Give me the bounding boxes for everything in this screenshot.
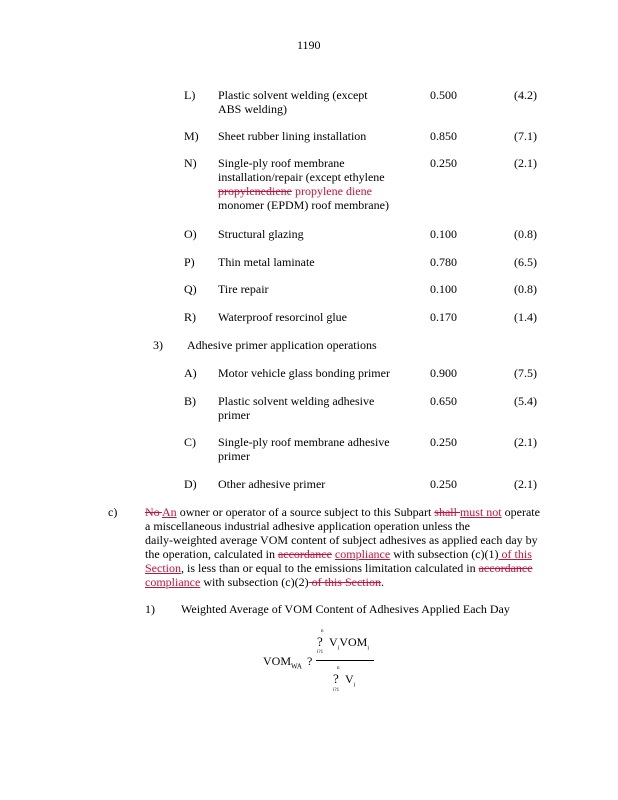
sum-upper-limit: n <box>337 666 340 671</box>
item-value: 0.650 <box>430 394 457 408</box>
deleted-text: No <box>145 505 163 519</box>
item-value-metric: (2.1) <box>514 477 537 491</box>
inserted-text: of this <box>498 547 532 561</box>
item-description <box>218 435 408 463</box>
deleted-text: propylenediene <box>218 184 292 198</box>
para-line: a miscellaneous industrial adhesive application operation unless the <box>145 519 470 533</box>
item-value-metric: (7.5) <box>514 366 537 380</box>
item-value: 0.250 <box>430 477 457 491</box>
para-line: daily-weighted average VOM content of subject adhesives as applied each day by <box>145 533 538 547</box>
inserted-text: propylene diene <box>294 184 372 198</box>
item-description <box>218 366 408 380</box>
item-letter: A) <box>184 366 197 380</box>
item-description <box>218 88 408 116</box>
inserted-text: An <box>162 505 177 519</box>
para-line <box>145 561 555 575</box>
item-description <box>218 227 408 241</box>
item-letter: D) <box>184 477 197 491</box>
deleted-text: accordance <box>277 547 332 561</box>
paragraph-c <box>145 505 555 589</box>
inserted-text: compliance <box>334 547 391 561</box>
page-number: 1190 <box>297 38 321 52</box>
item-description <box>218 282 408 296</box>
item-letter: M) <box>184 129 199 143</box>
item-description <box>218 310 408 324</box>
desc-line: Other adhesive primer <box>218 477 326 491</box>
text: the operation, calculated in <box>145 547 278 561</box>
item-value: 0.250 <box>430 435 457 449</box>
item-letter: O) <box>184 227 197 241</box>
item-value: 0.250 <box>430 156 457 170</box>
desc-line: primer <box>218 408 250 422</box>
item-letter: Q) <box>184 282 197 296</box>
desc-line: Plastic solvent welding adhesive <box>218 394 375 408</box>
item-description <box>218 129 408 143</box>
desc-line: Motor vehicle glass bonding primer <box>218 366 390 380</box>
item-value-metric: (7.1) <box>514 129 537 143</box>
desc-line: primer <box>218 449 250 463</box>
sum-upper-limit: n <box>321 629 324 634</box>
item-description <box>218 255 408 269</box>
deleted-text: of this Section <box>308 575 381 589</box>
denominator-index: i <box>353 682 356 689</box>
desc-line: ABS welding) <box>218 102 287 116</box>
deleted-text: shall <box>434 505 460 519</box>
para-line <box>145 547 555 561</box>
section-number: 3) <box>153 338 163 352</box>
text: , is less than or equal to the emissions limitation calculated in <box>181 561 479 575</box>
item-value-metric: (0.8) <box>514 282 537 296</box>
desc-line: Thin metal laminate <box>218 255 315 269</box>
subsection-title: Weighted Average of VOM Content of Adhesives Applied Each Day <box>181 602 510 616</box>
text: owner or operator of a source subject to this Subpart <box>176 505 435 519</box>
desc-line: Single-ply roof membrane <box>218 156 345 170</box>
item-value: 0.900 <box>430 366 457 380</box>
item-value: 0.780 <box>430 255 457 269</box>
denominator-var: V <box>345 672 354 686</box>
item-letter: B) <box>184 394 196 408</box>
formula-lhs-symbol: VOM <box>263 654 292 668</box>
subsection-number: 1) <box>145 602 155 616</box>
fraction-bar <box>316 660 374 661</box>
desc-line: Tire repair <box>218 282 269 296</box>
item-description <box>218 156 418 212</box>
item-letter: C) <box>184 435 196 449</box>
desc-line: installation/repair (except ethylene <box>218 170 385 184</box>
desc-line: Plastic solvent welding (except <box>218 88 368 102</box>
inserted-text: must not <box>459 505 502 519</box>
formula-lhs-subscript: WA <box>291 662 302 671</box>
text: with subsection (c)(2) <box>200 575 309 589</box>
para-line <box>145 575 555 589</box>
item-value: 0.100 <box>430 282 457 296</box>
text: with subsection (c)(1) <box>390 547 499 561</box>
formula-equals: ? <box>307 654 313 668</box>
inserted-text: compliance <box>145 575 201 589</box>
desc-line <box>218 184 418 198</box>
inserted-text: Section <box>145 561 181 575</box>
item-value-metric: (0.8) <box>514 227 537 241</box>
formula-lhs <box>263 654 302 673</box>
item-value-metric: (4.2) <box>514 88 537 102</box>
text: operate <box>501 505 540 519</box>
item-value-metric: (1.4) <box>514 310 537 324</box>
item-value-metric: (2.1) <box>514 435 537 449</box>
desc-line: monomer (EPDM) roof membrane) <box>218 198 389 212</box>
numerator-vom: VOM <box>339 635 368 649</box>
sum-symbol: ? <box>333 671 339 686</box>
item-value-metric: (6.5) <box>514 255 537 269</box>
sum-symbol: ? <box>317 634 323 649</box>
para-line <box>145 505 555 519</box>
section-title: Adhesive primer application operations <box>187 338 377 352</box>
numerator-expression <box>329 635 369 655</box>
item-value: 0.100 <box>430 227 457 241</box>
desc-line: Structural glazing <box>218 227 304 241</box>
item-value: 0.500 <box>430 88 457 102</box>
denominator-expression <box>345 672 355 692</box>
sum-lower-limit: i?1 <box>317 650 324 655</box>
item-value: 0.850 <box>430 129 457 143</box>
item-letter: P) <box>184 255 195 269</box>
item-description <box>218 477 408 491</box>
desc-line: Waterproof resorcinol glue <box>218 310 347 324</box>
desc-line: Sheet rubber lining installation <box>218 129 367 143</box>
item-value: 0.170 <box>430 310 457 324</box>
numerator-vom-index: i <box>367 645 370 652</box>
item-letter: R) <box>184 310 196 324</box>
item-description <box>218 394 408 422</box>
item-value-metric: (5.4) <box>514 394 537 408</box>
numerator-index: i <box>337 645 340 652</box>
sum-lower-limit: i?1 <box>333 688 340 693</box>
deleted-text: accordance <box>478 561 533 575</box>
item-value-metric: (2.1) <box>514 156 537 170</box>
text: . <box>380 575 384 589</box>
item-letter: L) <box>184 88 196 102</box>
paragraph-label: c) <box>108 505 118 519</box>
formula <box>260 626 390 701</box>
desc-line: Single-ply roof membrane adhesive <box>218 435 390 449</box>
item-letter: N) <box>184 156 197 170</box>
numerator-var: V <box>329 635 338 649</box>
